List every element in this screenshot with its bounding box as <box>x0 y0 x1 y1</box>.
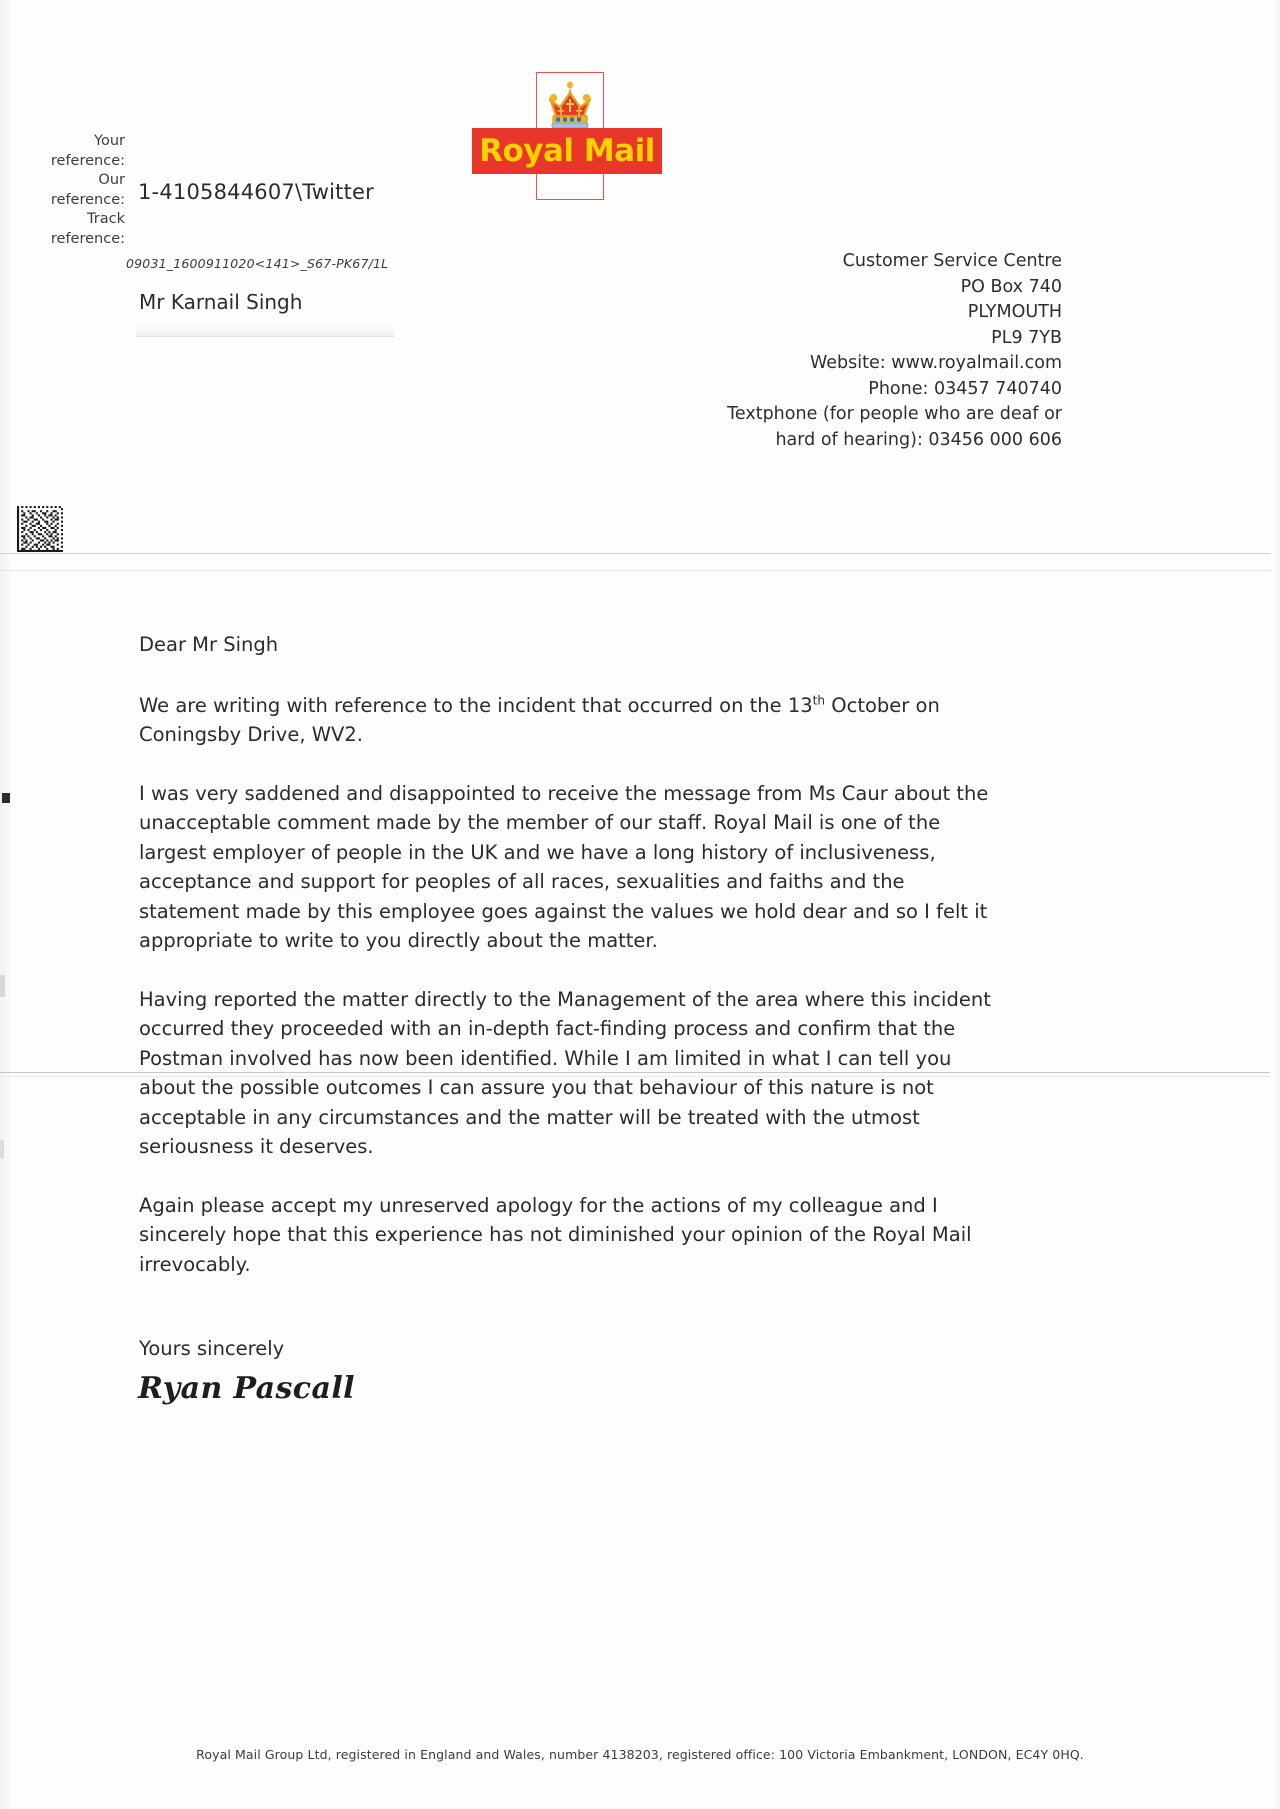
scan-fold-line <box>0 570 1280 571</box>
sender-line: Customer Service Centre <box>842 251 1062 271</box>
our-reference-value: 1-4105844607\Twitter <box>138 180 375 204</box>
sender-line: PO Box 740 <box>960 276 1062 297</box>
sender-textphone-line1: Textphone (for people who are deaf or <box>727 404 1062 424</box>
sender-address-block <box>522 249 1062 453</box>
track-reference-value: 09031_1600911020<141>_S67-PK67/1L <box>126 256 389 271</box>
track-reference-label-line2: reference: <box>50 230 125 247</box>
addressee-name: Mr Karnail Singh <box>139 290 303 314</box>
ordinal-suffix: th <box>812 693 826 707</box>
scan-fold-line <box>0 553 1280 554</box>
sender-line: PL9 7YB <box>991 327 1062 348</box>
scan-edge-mark <box>2 793 10 803</box>
track-reference-label-line1: Track <box>87 211 125 227</box>
your-reference-label-line1: Your <box>94 133 125 149</box>
salutation: Dear Mr Singh <box>139 633 279 656</box>
paragraph-3: Having reported the matter directly to the Management of the area where this incident occurred they proceeded with an in-depth fact-finding process and confirm that the Postman involved has now been identified. While I am limited in what I can tell you about the possible outcomes I can assure you that behaviour of this nature is not acceptable in any circumstances and the matter will be treated with the utmost seriousness it deserves. <box>139 987 991 1158</box>
letter-body <box>139 630 994 1308</box>
our-reference-label-line1: Our <box>98 172 125 188</box>
signature: Ryan Pascall <box>138 1371 355 1406</box>
scan-edge-mark <box>0 1140 4 1158</box>
logo-text: Royal Mail <box>479 132 655 169</box>
sender-website: Website: www.royalmail.com <box>809 353 1062 373</box>
paragraph-2: I was very saddened and disappointed to receive the message from Ms Caur about the unacceptable comment made by the member of our staff. Royal Mail is one of the largest employer of people in the UK and we have a long history of inclusiveness, acceptance and support for peoples of all races, sexualities and faiths and the statement made by this employee goes against the values we hold dear and so I felt it appropriate to write to you directly about the matter. <box>139 781 989 952</box>
royal-mail-logo <box>472 72 662 184</box>
scan-edge-mark <box>0 975 5 997</box>
sender-phone: Phone: 03457 740740 <box>868 378 1062 399</box>
paragraph-1-text-b: October on Coningsby Drive, WV2. <box>139 693 940 746</box>
sender-line: PLYMOUTH <box>967 302 1062 322</box>
paragraph-4: Again please accept my unreserved apology for the actions of my colleague and I sincerely hope that this experience has not diminished your opinion of the Royal Mail irrevocably. <box>139 1193 972 1276</box>
signoff: Yours sincerely <box>139 1337 285 1360</box>
datamatrix-barcode <box>17 506 63 552</box>
our-reference-label-line2: reference: <box>50 191 125 208</box>
paragraph-1-text-a: We are writing with reference to the incident that occurred on the 13 <box>139 693 813 717</box>
sender-textphone-line2: hard of hearing): 03456 000 606 <box>775 429 1062 450</box>
paragraph-1 <box>139 691 994 750</box>
logo-bar <box>472 128 662 174</box>
redacted-address-block <box>136 326 394 337</box>
reference-labels <box>30 132 125 249</box>
crown-icon <box>542 81 598 135</box>
footer-legal-text: Royal Mail Group Ltd, registered in England and Wales, number 4138203, registered office: 100 Victoria Embankment, LONDON, EC4Y 0HQ. <box>196 1747 1084 1762</box>
your-reference-label-line2: reference: <box>50 152 125 169</box>
